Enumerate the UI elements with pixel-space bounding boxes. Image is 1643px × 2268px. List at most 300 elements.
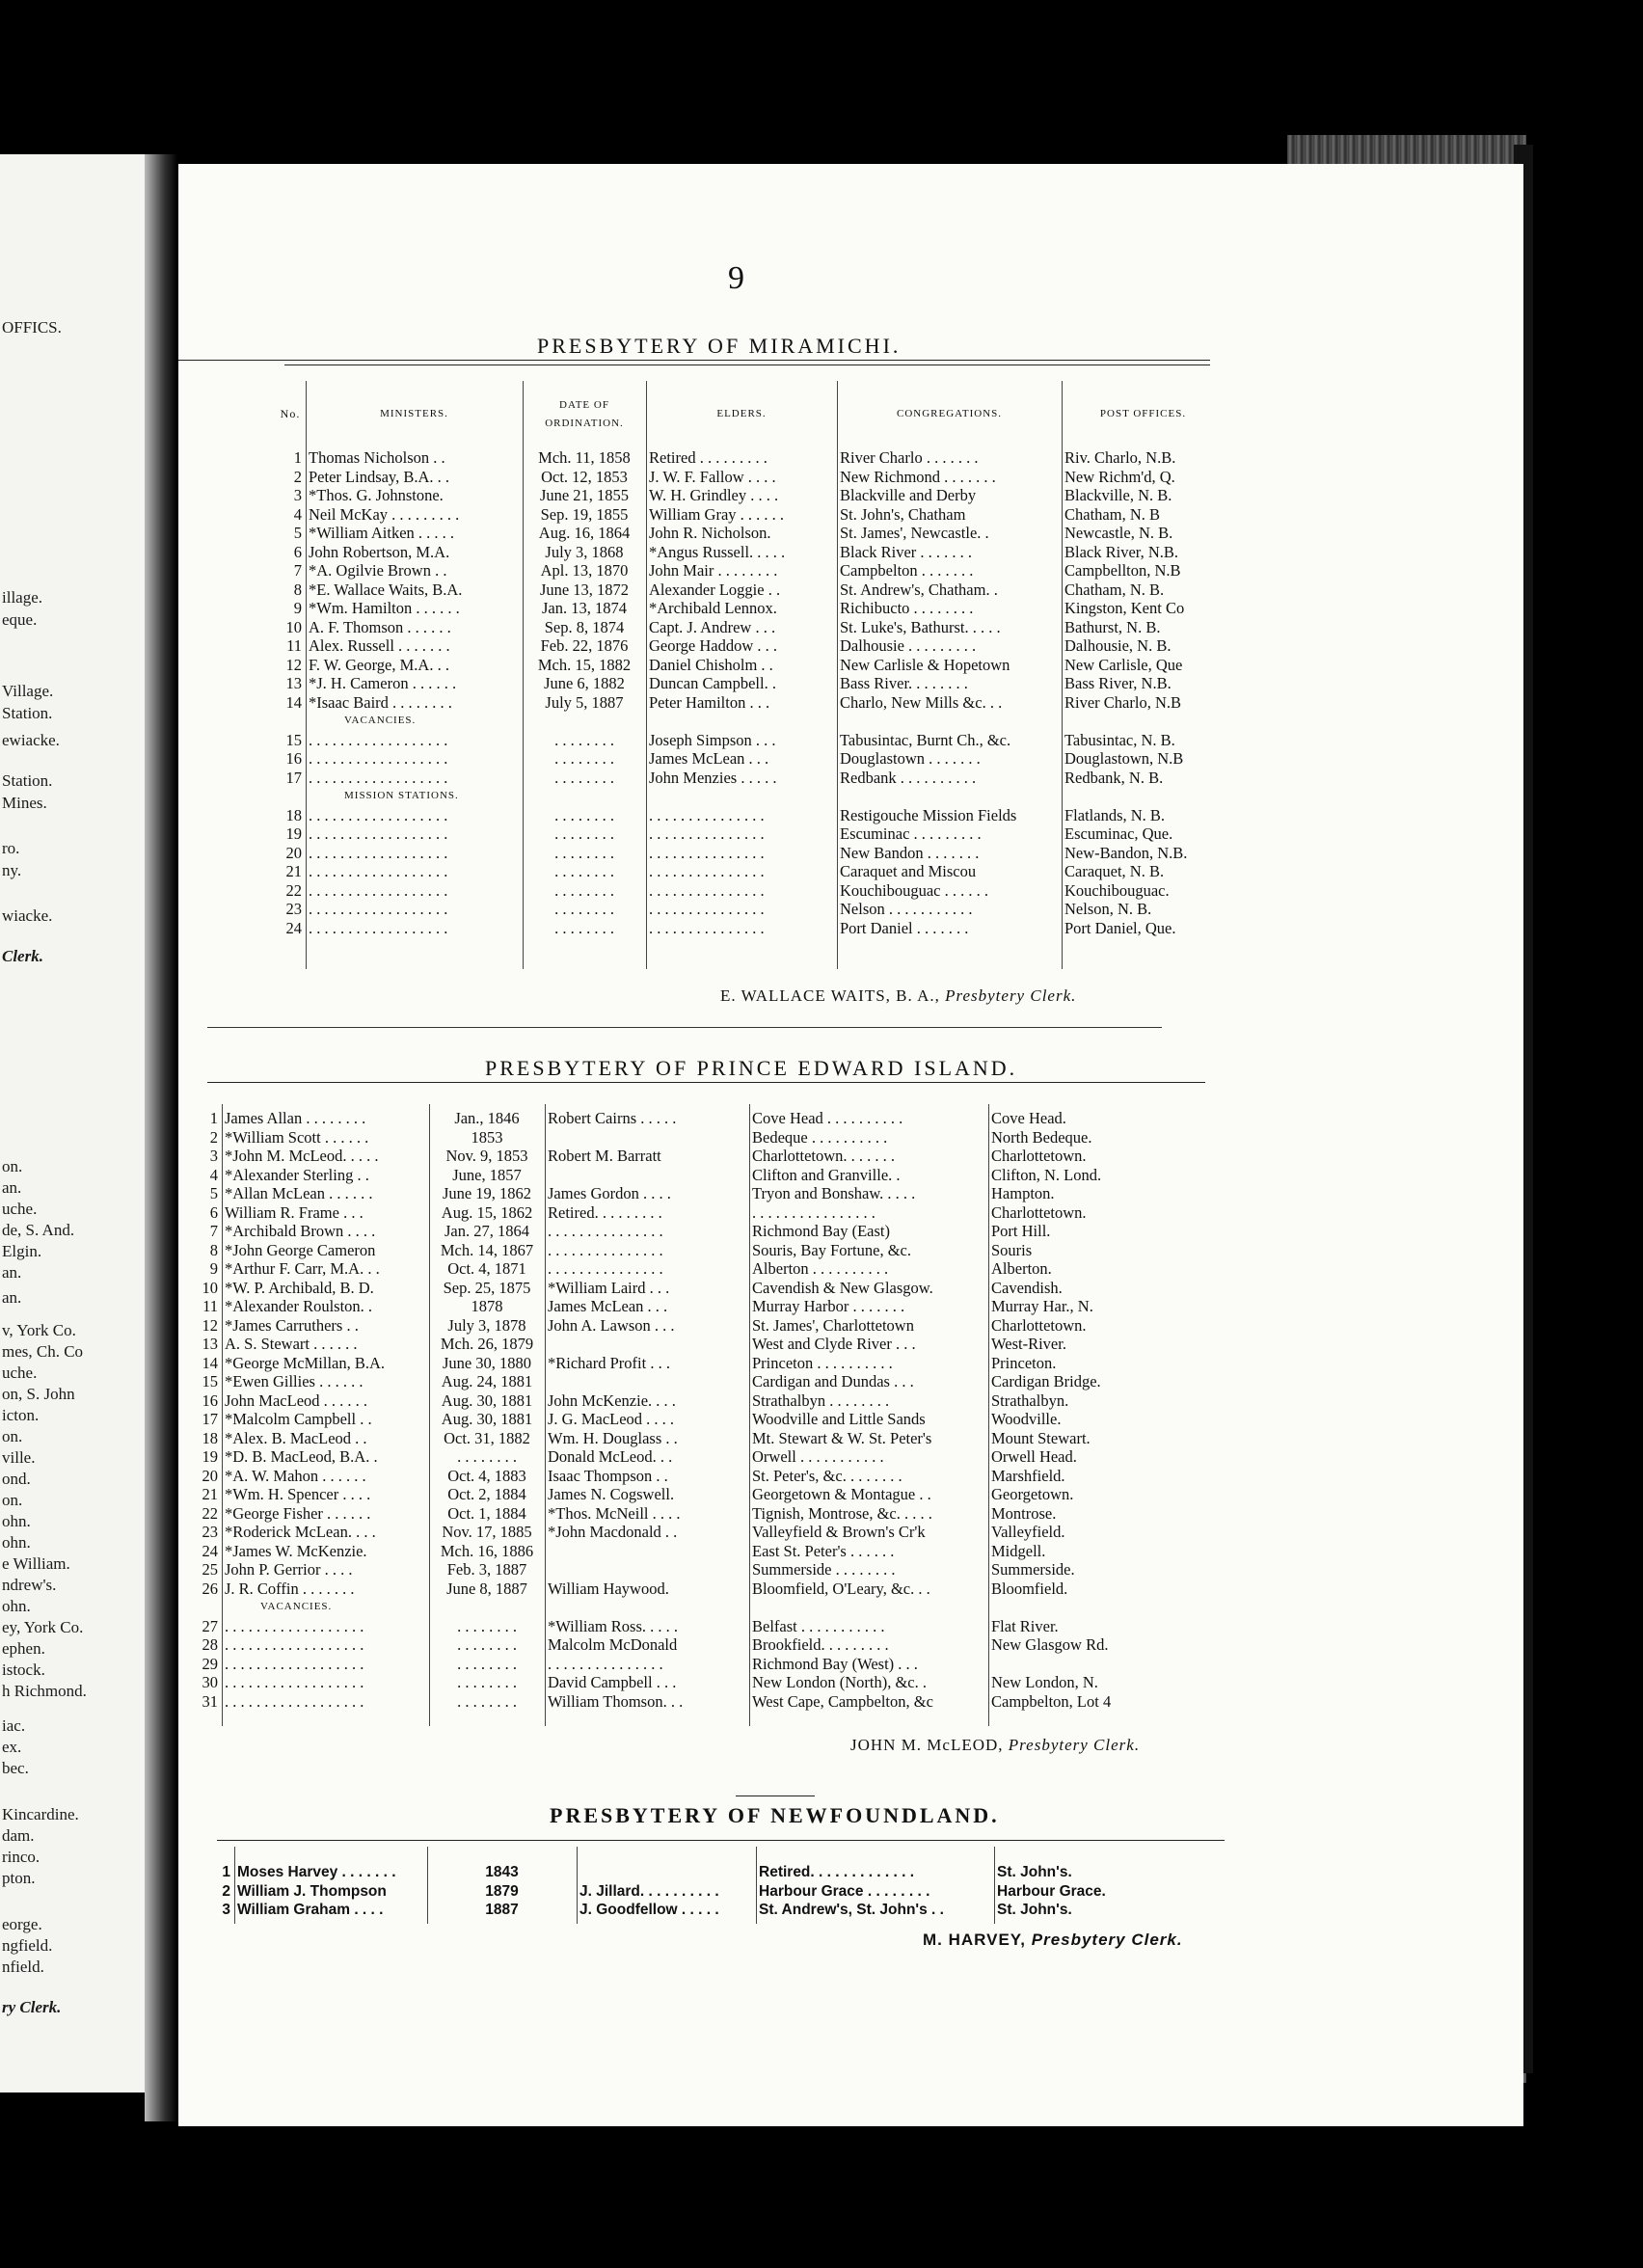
cell-congregation: Dalhousie . . . . . . . . . (840, 636, 977, 655)
cell-congregation: Clifton and Granville. . (752, 1165, 901, 1184)
cell-no: 21 (285, 862, 302, 880)
cell-no: 29 (202, 1654, 218, 1673)
cell-elder: . . . . . . . . . . . . . . . (649, 918, 765, 937)
left-page-text: ro. (2, 839, 20, 857)
cell-minister: *Alexander Roulston. . (225, 1297, 373, 1315)
cell-congregation: St. James', Charlottetown (752, 1315, 914, 1335)
register-row (217, 1863, 1225, 1882)
left-page-text: istock. (2, 1660, 45, 1679)
left-page-text: eorge. (2, 1915, 42, 1933)
cell-post: Bloomfield. (991, 1579, 1068, 1598)
pei-column-rule (222, 1104, 223, 1726)
cell-date: Oct. 1, 1884 (447, 1503, 526, 1523)
cell-post: North Bedeque. (991, 1127, 1092, 1147)
clerk-title: Presbytery Clerk. (1008, 1736, 1141, 1754)
cell-minister: John Robertson, M.A. (309, 542, 450, 561)
cell-post: Dalhousie, N. B. (1064, 636, 1172, 655)
cell-no: 20 (202, 1466, 218, 1485)
register-row (275, 486, 1225, 505)
cell-post: West-River. (991, 1335, 1066, 1353)
cell-date: Nov. 17, 1885 (442, 1523, 532, 1541)
cell-congregation: New Richmond . . . . . . . (840, 467, 996, 486)
miramichi-column-rule (646, 381, 647, 969)
cell-no: 26 (202, 1579, 218, 1598)
cell-elder: . . . . . . . . . . . . . . . (649, 824, 765, 843)
miramichi-top-rule-2 (284, 364, 1210, 365)
cell-congregation: Alberton . . . . . . . . . . (752, 1259, 889, 1278)
cell-minister: *George Fisher . . . . . . (225, 1503, 371, 1523)
left-page-text: Kincardine. (2, 1805, 79, 1823)
cell-post: Charlottetown. (991, 1315, 1087, 1335)
cell-post: Tabusintac, N. B. (1064, 730, 1175, 749)
cell-minister: *Roderick McLean. . . . (225, 1523, 376, 1541)
cell-date: Feb. 22, 1876 (540, 636, 629, 655)
left-page-text: ndrew's. (2, 1576, 57, 1594)
cell-congregation: Campbelton . . . . . . . (840, 561, 974, 580)
cell-minister: *Arthur F. Carr, M.A. . . (225, 1259, 380, 1278)
cell-minister: . . . . . . . . . . . . . . . . . . (225, 1635, 364, 1654)
cell-post: New Carlisle, Que (1064, 655, 1183, 674)
left-page-text: pton. (2, 1869, 36, 1887)
left-page-text: Station. (2, 704, 53, 722)
book-gutter (145, 154, 177, 2121)
cell-date: . . . . . . . . (554, 805, 614, 824)
cell-congregation: Belfast . . . . . . . . . . . (752, 1616, 885, 1635)
cell-minister: *William Aitken . . . . . (309, 524, 455, 542)
cell-elder: J. G. MacLeod . . . . (548, 1410, 675, 1428)
register-row (275, 844, 1225, 863)
cell-congregation: Bedeque . . . . . . . . . . (752, 1127, 888, 1147)
cell-congregation: St. Andrew's, St. John's . . (759, 1902, 944, 1918)
cell-post: Orwell Head. (991, 1447, 1077, 1466)
cell-no: 20 (285, 843, 302, 862)
clerk-title: Presbytery Clerk. (945, 986, 1077, 1005)
cell-date: June 21, 1855 (539, 486, 630, 504)
cell-date: June 30, 1880 (442, 1353, 532, 1372)
cell-date: Mch. 11, 1858 (538, 448, 631, 467)
left-page-text: Clerk. (2, 947, 43, 965)
cell-no: 27 (202, 1616, 218, 1635)
cell-elder: James McLean . . . (548, 1297, 668, 1315)
cell-elder: . . . . . . . . . . . . . . . (649, 862, 765, 880)
cell-congregation: Cavendish & New Glasgow. (752, 1278, 933, 1297)
cell-minister: . . . . . . . . . . . . . . . . . . (225, 1691, 364, 1711)
register-page (178, 164, 1523, 2126)
register-row (275, 769, 1225, 788)
cell-congregation: St. Luke's, Bathurst. . . . . (840, 617, 1001, 636)
cell-date: Sep. 19, 1855 (540, 504, 629, 524)
cell-minister: William R. Frame . . . (225, 1202, 364, 1222)
cell-congregation: East St. Peter's . . . . . . (752, 1541, 895, 1560)
cell-date: . . . . . . . . (457, 1447, 517, 1466)
page-number: 9 (728, 260, 744, 296)
register-row (275, 824, 1225, 844)
cell-elder: *Angus Russell. . . . . (649, 542, 786, 561)
cell-no: 9 (209, 1259, 218, 1278)
cell-no: 2 (222, 1882, 230, 1900)
cell-congregation: West Cape, Campbelton, &c (752, 1691, 933, 1711)
cell-date: June 6, 1882 (544, 674, 625, 692)
cell-date: June 19, 1862 (442, 1184, 532, 1202)
register-row (275, 862, 1225, 881)
left-page-text: uche. (2, 1364, 38, 1382)
left-page-text: e William. (2, 1554, 70, 1573)
cell-congregation: Valleyfield & Brown's Cr'k (752, 1523, 926, 1541)
cell-post: Charlottetown. (991, 1202, 1087, 1222)
cell-post: New Glasgow Rd. (991, 1635, 1109, 1654)
cell-post: Port Daniel, Que. (1064, 918, 1176, 937)
cell-date: . . . . . . . . (554, 843, 614, 862)
left-page-text: v, York Co. (2, 1321, 76, 1339)
cell-date: . . . . . . . . (554, 862, 614, 880)
cell-elder: . . . . . . . . . . . . . . . (548, 1259, 663, 1278)
register-row (275, 919, 1225, 938)
newfoundland-top-rule (217, 1840, 1225, 1841)
cell-date: July 3, 1878 (447, 1315, 526, 1335)
cell-no: 2 (293, 467, 302, 486)
cell-date: . . . . . . . . (554, 824, 614, 843)
miramichi-clerk (720, 986, 1076, 1006)
left-page-text: Elgin. (2, 1242, 42, 1260)
header-post-offices: POST OFFICES. (1099, 408, 1187, 420)
cell-congregation: Orwell . . . . . . . . . . . (752, 1447, 884, 1466)
cell-minister: Thomas Nicholson . . (309, 448, 445, 467)
register-row (275, 806, 1225, 825)
cell-congregation: Blackville and Derby (840, 486, 977, 504)
header-no: No. (280, 407, 301, 421)
register-row (198, 1655, 1225, 1674)
cell-no: 2 (209, 1127, 218, 1147)
cell-elder: James McLean . . . (649, 749, 769, 768)
cell-date: . . . . . . . . (457, 1616, 517, 1635)
pei-top-rule (207, 1082, 1205, 1083)
cell-elder (545, 1542, 749, 1561)
cell-congregation: Bass River. . . . . . . . (840, 674, 968, 692)
cell-elder: Donald McLeod. . . (548, 1447, 673, 1466)
cell-elder: Robert Cairns . . . . . (548, 1109, 677, 1127)
left-page-text: bec. (2, 1759, 29, 1777)
cell-elder: John A. Lawson . . . (548, 1315, 675, 1335)
cell-post: Newcastle, N. B. (1064, 524, 1173, 542)
cell-minister: *A. Ogilvie Brown . . (309, 561, 447, 580)
cell-elder: James Gordon . . . . (548, 1184, 671, 1202)
cell-date: . . . . . . . . (457, 1691, 517, 1711)
cell-minister: . . . . . . . . . . . . . . . . . . (309, 843, 448, 862)
register-row (198, 1279, 1225, 1298)
cell-no: 3 (209, 1147, 218, 1165)
cell-no: 14 (202, 1353, 218, 1372)
cell-elder (545, 1166, 749, 1185)
left-page-text: icton. (2, 1406, 40, 1424)
cell-congregation: Tryon and Bonshaw. . . . . (752, 1184, 916, 1202)
subheading: MISSION STATIONS. (344, 790, 459, 801)
cell-minister: . . . . . . . . . . . . . . . . . . (309, 805, 448, 824)
cell-date: Oct. 31, 1882 (444, 1428, 530, 1447)
register-row (198, 1485, 1225, 1504)
cell-elder (545, 1335, 749, 1354)
cell-no: 7 (209, 1222, 218, 1240)
cell-congregation: New London (North), &c. . (752, 1673, 928, 1691)
cell-no: 1 (293, 448, 302, 467)
left-page-text: ohn. (2, 1597, 31, 1615)
cell-no: 3 (293, 486, 302, 504)
pei-column-rule (429, 1104, 430, 1726)
newfoundland-column-rule (756, 1847, 757, 1924)
cell-congregation: Redbank . . . . . . . . . . (840, 768, 977, 787)
cell-no: 11 (202, 1297, 218, 1315)
cell-date: Sep. 8, 1874 (544, 617, 625, 636)
left-page-text: ey, York Co. (2, 1618, 84, 1636)
newfoundland-column-rule (994, 1847, 995, 1924)
cell-date: Sep. 25, 1875 (443, 1278, 531, 1297)
cell-congregation: West and Clyde River . . . (752, 1335, 916, 1353)
cell-elder: . . . . . . . . . . . . . . . (649, 805, 765, 824)
cell-date: Aug. 30, 1881 (441, 1390, 533, 1410)
cell-minister: . . . . . . . . . . . . . . . . . . (309, 880, 448, 900)
cell-date: . . . . . . . . (554, 730, 614, 749)
cell-elder: *William Ross. . . . . (548, 1616, 679, 1635)
cell-elder: . . . . . . . . . . . . . . . (548, 1222, 663, 1240)
cell-elder: Alexander Loggie . . (649, 580, 781, 599)
cell-minister: *Archibald Brown . . . . (225, 1222, 376, 1240)
clerk-name: JOHN M. McLEOD, (850, 1736, 1004, 1754)
cell-no: 15 (285, 730, 302, 749)
left-page-text: on. (2, 1491, 23, 1509)
cell-no: 23 (202, 1523, 218, 1541)
left-page-text: mes, Ch. Co (2, 1342, 84, 1361)
cell-congregation: Harbour Grace . . . . . . . . (759, 1882, 930, 1900)
cell-minister: . . . . . . . . . . . . . . . . . . (309, 900, 448, 918)
miramichi-column-rule (306, 381, 307, 969)
left-page-text: de, S. And. (2, 1221, 75, 1239)
cell-elder: Duncan Campbell. . (649, 674, 776, 692)
left-page-text: ex. (2, 1738, 22, 1756)
cell-minister: *James Carruthers . . (225, 1315, 359, 1335)
newfoundland-column-rule (234, 1847, 235, 1924)
clerk-title: Presbytery Clerk. (1031, 1930, 1183, 1949)
cell-post: Kouchibouguac. (1064, 880, 1170, 900)
register-row (198, 1391, 1225, 1411)
cell-minister: John MacLeod . . . . . . (225, 1390, 368, 1410)
cell-post: Summerside. (991, 1560, 1075, 1579)
cell-post: New-Bandon, N.B. (1064, 843, 1188, 862)
cell-minister: *Alexander Sterling . . (225, 1165, 369, 1184)
cell-congregation: Bloomfield, O'Leary, &c. . . (752, 1579, 930, 1598)
cell-elder: William Gray . . . . . . (649, 504, 785, 524)
cell-date: . . . . . . . . (457, 1635, 517, 1654)
left-page-text: an. (2, 1288, 22, 1307)
cell-elder (545, 1372, 749, 1391)
register-row (198, 1447, 1225, 1467)
cell-date: Mch. 26, 1879 (440, 1335, 534, 1353)
cell-elder: J. Goodfellow . . . . . (579, 1902, 719, 1918)
cell-elder: John R. Nicholson. (649, 524, 771, 542)
cell-congregation: . . . . . . . . . . . . . . . . (752, 1202, 875, 1222)
cell-post: Murray Har., N. (991, 1297, 1093, 1315)
cell-congregation: Restigouche Mission Fields (840, 805, 1017, 824)
left-page-text: ond. (2, 1470, 31, 1488)
cell-elder: William Haywood. (548, 1579, 669, 1598)
cell-no: 19 (285, 824, 302, 843)
register-row (198, 1617, 1225, 1636)
cell-post: Bass River, N.B. (1064, 674, 1172, 692)
register-row (198, 1542, 1225, 1561)
left-page-text: on, S. John (2, 1385, 75, 1403)
cell-congregation: Douglastown . . . . . . . (840, 749, 981, 768)
cell-post: Port Hill. (991, 1222, 1051, 1240)
register-row (198, 1504, 1225, 1524)
cell-no: 21 (202, 1485, 218, 1503)
cell-elder: *William Laird . . . (548, 1278, 670, 1297)
cell-congregation: St. Andrew's, Chatham. . (840, 580, 998, 599)
cell-post: Riv. Charlo, N.B. (1064, 448, 1176, 467)
cell-post: Black River, N.B. (1064, 542, 1179, 561)
row-number (275, 712, 306, 731)
cell-elder: J. W. F. Fallow . . . . (649, 467, 776, 486)
cell-post: Alberton. (991, 1259, 1052, 1278)
cell-elder: Wm. H. Douglass . . (548, 1428, 678, 1447)
cell-minister: *James W. McKenzie. (225, 1541, 367, 1560)
cell-post: Montrose. (991, 1503, 1057, 1523)
cell-post: Princeton. (991, 1353, 1057, 1372)
cell-no: 10 (202, 1278, 218, 1297)
register-row (198, 1560, 1225, 1580)
newfoundland-column-rule (427, 1847, 428, 1924)
cell-date: Oct. 2, 1884 (447, 1485, 526, 1503)
pei-title: PRESBYTERY OF PRINCE EDWARD ISLAND. (485, 1056, 1018, 1080)
register-row (275, 468, 1225, 487)
cell-congregation: Mt. Stewart & W. St. Peter's (752, 1428, 932, 1447)
cell-post: Bathurst, N. B. (1064, 617, 1161, 636)
cell-no: 17 (202, 1410, 218, 1428)
cell-congregation: Black River . . . . . . . (840, 542, 973, 561)
register-row (198, 1673, 1225, 1692)
cell-elder: Peter Hamilton . . . (649, 692, 770, 712)
left-page-text: an. (2, 1263, 22, 1282)
cell-elder: John Menzies . . . . . (649, 768, 777, 787)
cell-congregation: Richmond Bay (West) . . . (752, 1654, 918, 1673)
left-page-text: ry Clerk. (2, 1998, 62, 2016)
cell-congregation: Kouchibouguac . . . . . . (840, 880, 988, 900)
cell-post: Georgetown. (991, 1485, 1074, 1503)
cell-congregation: Cardigan and Dundas . . . (752, 1372, 914, 1390)
cell-minister: . . . . . . . . . . . . . . . . . . (309, 768, 448, 787)
subheading: VACANCIES. (260, 1601, 333, 1612)
header-ministers: MINISTERS. (380, 408, 448, 420)
cell-post: River Charlo, N.B (1064, 692, 1181, 712)
cell-no: 4 (293, 504, 302, 524)
header-congregations: CONGREGATIONS. (896, 408, 1003, 420)
cell-date: . . . . . . . . (554, 900, 614, 918)
cell-post: Chatham, N. B. (1064, 580, 1165, 599)
cell-elder: *Archibald Lennox. (649, 599, 777, 617)
cell-no: 25 (202, 1560, 218, 1579)
cell-congregation: St. Peter's, &c. . . . . . . . (752, 1466, 902, 1485)
cell-date: . . . . . . . . (554, 749, 614, 768)
pei-column-rule (749, 1104, 750, 1726)
cell-no: 12 (202, 1315, 218, 1335)
register-row (275, 618, 1225, 637)
register-row (198, 1109, 1225, 1128)
register-row (198, 1580, 1225, 1599)
left-page-text: eque. (2, 610, 38, 629)
left-page-text: on. (2, 1427, 23, 1445)
cell-no: 19 (202, 1447, 218, 1466)
cell-date: Mch. 15, 1882 (537, 655, 632, 674)
left-page-text: ephen. (2, 1639, 45, 1658)
cell-congregation: Strathalbyn . . . . . . . . (752, 1390, 890, 1410)
cell-congregation: Charlottetown. . . . . . . (752, 1147, 896, 1165)
register-row (198, 1335, 1225, 1354)
cell-elder: Capt. J. Andrew . . . (649, 617, 776, 636)
cell-minister: . . . . . . . . . . . . . . . . . . (225, 1673, 364, 1691)
cell-congregation: Tignish, Montrose, &c. . . . . (752, 1503, 932, 1523)
cell-congregation: River Charlo . . . . . . . (840, 448, 979, 467)
cell-post (988, 1655, 1225, 1674)
cell-post: Campbelton, Lot 4 (991, 1691, 1112, 1711)
cell-post: Kingston, Kent Co (1064, 599, 1185, 617)
register-row (275, 787, 1225, 806)
cell-no: 22 (285, 880, 302, 900)
cell-congregation: Escuminac . . . . . . . . . (840, 824, 982, 843)
left-page-text: ewiacke. (2, 731, 60, 749)
cell-date: Apl. 13, 1870 (540, 561, 629, 580)
cell-post: Cove Head. (991, 1109, 1066, 1127)
cell-no: 8 (293, 580, 302, 599)
cell-no: 22 (202, 1503, 218, 1523)
cell-date: Oct. 4, 1871 (447, 1259, 526, 1278)
cell-post: Marshfield. (991, 1466, 1065, 1485)
register-row (198, 1297, 1225, 1316)
cell-minister: *Wm. Hamilton . . . . . . (309, 599, 460, 617)
cell-elder (545, 1560, 749, 1580)
miramichi-column-rule (837, 381, 838, 969)
cell-minister: *Alex. B. MacLeod . . (225, 1428, 367, 1447)
cell-post: Flatlands, N. B. (1064, 805, 1166, 824)
register-row (198, 1184, 1225, 1203)
cell-post: Souris (991, 1240, 1033, 1259)
cell-elder: Malcolm McDonald (548, 1635, 678, 1654)
cell-congregation: Souris, Bay Fortune, &c. (752, 1240, 911, 1259)
cell-elder (577, 1863, 756, 1882)
newfoundland-column-rule (577, 1847, 578, 1924)
left-page-text: h Richmond. (2, 1682, 87, 1700)
cell-elder: Isaac Thompson . . (548, 1466, 668, 1485)
left-page-text: nfield. (2, 1958, 44, 1976)
cell-minister: *E. Wallace Waits, B.A. (309, 580, 463, 599)
cell-no: 28 (202, 1635, 218, 1654)
cell-congregation: Richibucto . . . . . . . . (840, 599, 974, 617)
cell-congregation: Charlo, New Mills &c. . . (840, 692, 1003, 712)
cell-date: . . . . . . . . (457, 1654, 517, 1673)
cell-minister: . . . . . . . . . . . . . . . . . . (309, 749, 448, 768)
cell-date: June 13, 1872 (539, 580, 630, 599)
cell-post: Mount Stewart. (991, 1428, 1091, 1447)
register-row (275, 881, 1225, 901)
clerk-name: E. WALLACE WAITS, B. A., (720, 986, 940, 1005)
cell-post: Douglastown, N.B (1064, 749, 1184, 768)
cell-minister: Moses Harvey . . . . . . . (237, 1864, 396, 1880)
register-row (198, 1203, 1225, 1223)
cell-post: Hampton. (991, 1184, 1055, 1202)
cell-no: 10 (285, 617, 302, 636)
cell-date: . . . . . . . . (554, 918, 614, 937)
cell-elder: J. Jillard. . . . . . . . . . (579, 1882, 719, 1900)
register-row (198, 1429, 1225, 1448)
cell-post: Escuminac, Que. (1064, 824, 1173, 843)
left-page-text: rinco. (2, 1848, 40, 1866)
register-row (198, 1128, 1225, 1148)
